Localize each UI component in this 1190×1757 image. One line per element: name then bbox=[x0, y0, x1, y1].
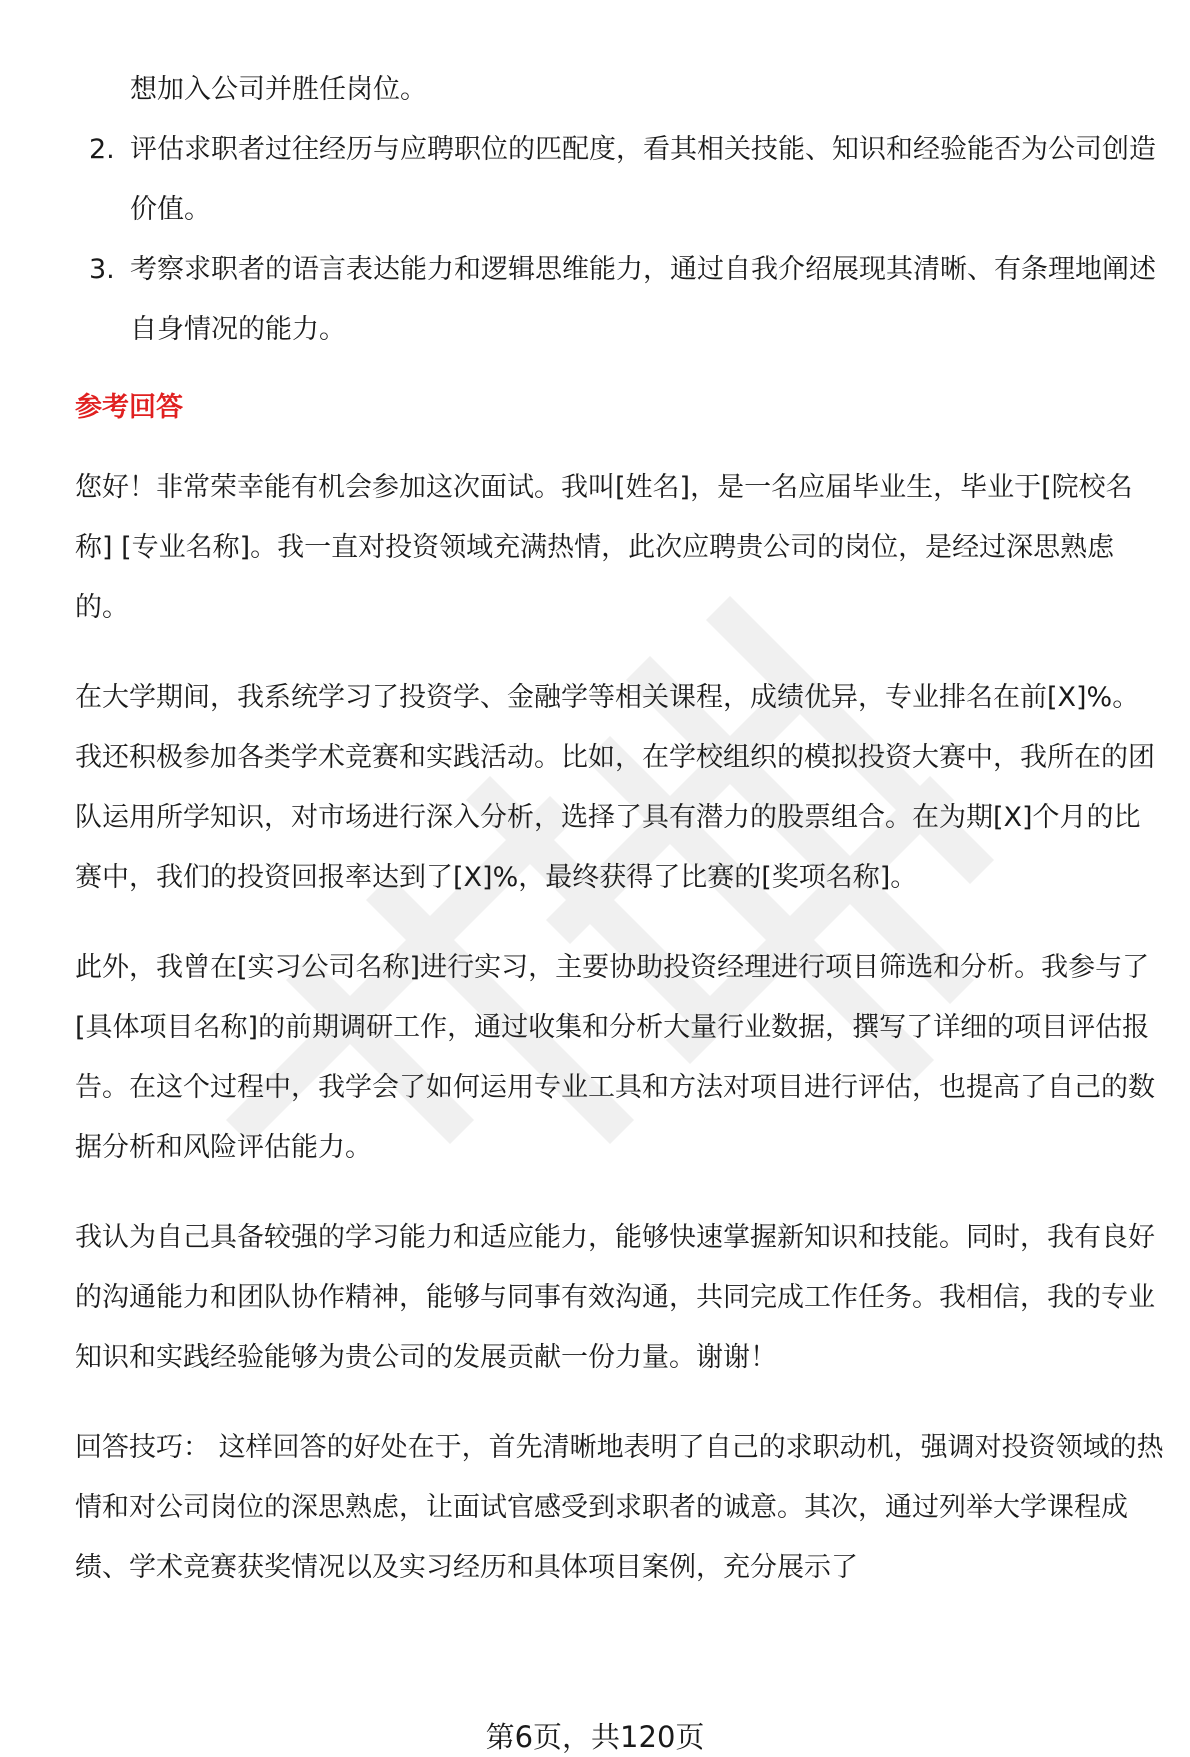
answer-paragraph: 您好！非常荣幸能有机会参加这次面试。我叫[姓名]，是一名应届毕业生，毕业于[院校名称] [专业名称]。我一直对投资领域充满热情，此次应聘贵公司的岗位，是经过深思熟虑的。 bbox=[75, 472, 1133, 623]
list-item bbox=[75, 120, 1165, 240]
requirements-list bbox=[75, 60, 1165, 360]
main-content bbox=[75, 60, 1165, 1628]
list-item-text: 评估求职者过往经历与应聘职位的匹配度，看其相关技能、知识和经验能否为公司创造价值。 bbox=[130, 134, 1156, 225]
answer-paragraph: 我认为自己具备较强的学习能力和适应能力，能够快速掌握新知识和技能。同时，我有良好的沟通能力和团队协作精神，能够与同事有效沟通，共同完成工作任务。我相信，我的专业知识和实践经验能够为贵公司的发展贡献一份力量。谢谢！ bbox=[75, 1222, 1155, 1373]
page-number: 第6页，共120页 bbox=[485, 1720, 705, 1754]
answer-paragraph: 在大学期间，我系统学习了投资学、金融学等相关课程，成绩优异，专业排名在前[X]%。我还积极参加各类学术竞赛和实践活动。比如，在学校组织的模拟投资大赛中，我所在的团队运用所学知识，对市场进行深入分析，选择了具有潜力的股票组合。在为期[X]个月的比赛中，我们的投资回报率达到了[X]%，最终获得了比赛的[奖项名称]。 bbox=[75, 682, 1155, 893]
list-item-text: 想加入公司并胜任岗位。 bbox=[130, 74, 427, 105]
list-item bbox=[75, 60, 1165, 120]
list-item-number: 3. bbox=[89, 254, 115, 285]
section-heading: 参考回答 bbox=[75, 392, 183, 423]
list-item bbox=[75, 240, 1165, 360]
list-item-text: 考察求职者的语言表达能力和逻辑思维能力，通过自我介绍展现其清晰、有条理地阐述自身情况的能力。 bbox=[130, 254, 1156, 345]
answer-tips-paragraph: 回答技巧： 这样回答的好处在于，首先清晰地表明了自己的求职动机，强调对投资领域的热情和对公司岗位的深思熟虑，让面试官感受到求职者的诚意。其次，通过列举大学课程成绩、学术竞赛获奖情况以及实习经历和具体项目案例，充分展示了 bbox=[75, 1432, 1164, 1583]
answer-paragraph: 此外，我曾在[实习公司名称]进行实习，主要协助投资经理进行项目筛选和分析。我参与了[具体项目名称]的前期调研工作，通过收集和分析大量行业数据，撰写了详细的项目评估报告。在这个过程中，我学会了如何运用专业工具和方法对项目进行评估，也提高了自己的数据分析和风险评估能力。 bbox=[75, 952, 1155, 1163]
list-item-number: 2. bbox=[89, 134, 115, 165]
